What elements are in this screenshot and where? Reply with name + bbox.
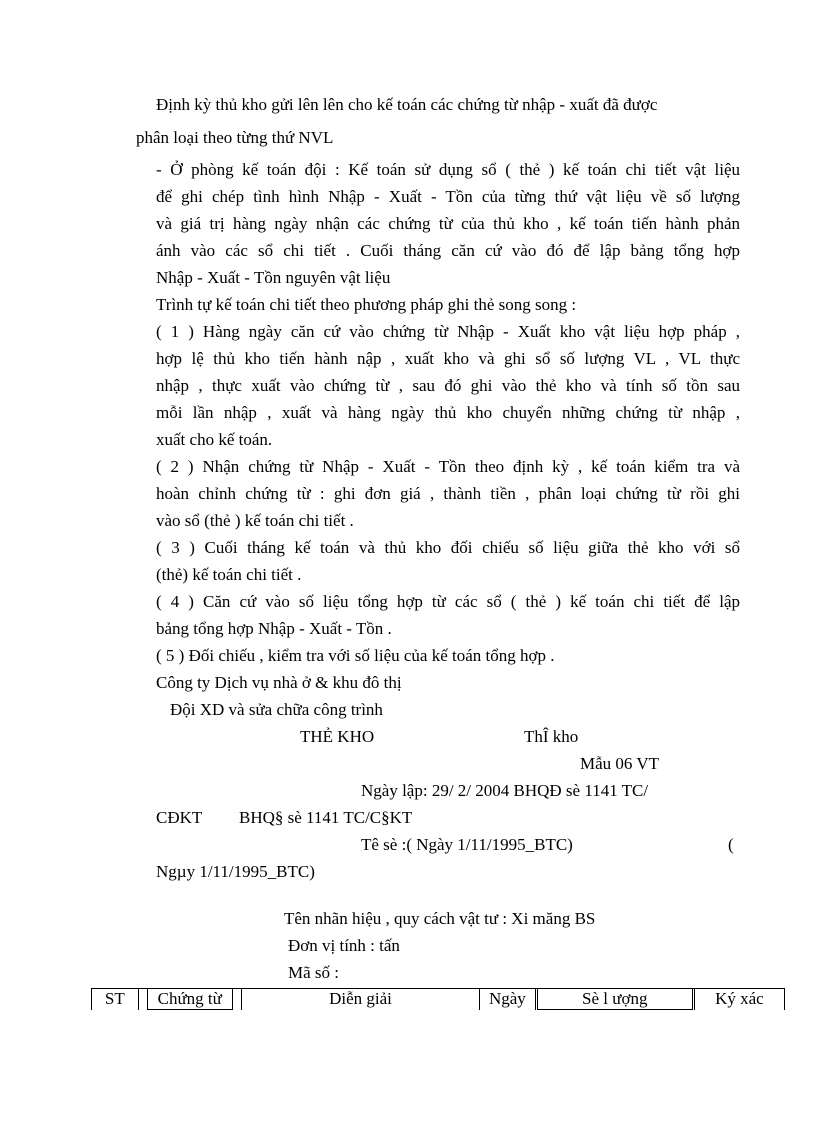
paragraph-text: - Ở phòng kế toán đội : Kế toán sử dụng sổ ( thẻ ) kế toán chi tiết vật liệu bbox=[156, 160, 740, 179]
paragraph-text: ánh vào các sổ chi tiết . Cuối tháng căn cứ vào đó để lập bảng tổng hợp bbox=[156, 241, 740, 260]
paragraph-text: Nhập - Xuất - Tồn nguyên vật liệu bbox=[156, 268, 391, 287]
paren-open: ( bbox=[728, 835, 734, 854]
stock-card-table bbox=[91, 988, 785, 1010]
company-name: Công ty Dịch vụ nhà ở & khu đô thị bbox=[156, 673, 402, 692]
code-line: Mã số : bbox=[288, 963, 339, 982]
date-line: Ngày lập: 29/ 2/ 2004 BHQĐ sè 1141 TC/ bbox=[361, 781, 649, 800]
cdkt-label: CĐKT bbox=[156, 808, 203, 827]
step-text: hoàn chỉnh chứng từ : ghi đơn giá , thành tiền , phân loại chứng từ rồi ghi bbox=[156, 484, 740, 503]
step-text: ( 2 ) Nhận chứng từ Nhập - Xuất - Tồn theo định kỳ , kế toán kiểm tra và bbox=[156, 457, 740, 476]
form-title-garbled: ThÎ kho bbox=[524, 727, 579, 746]
paragraph-text: Trình tự kế toán chi tiết theo phương pháp ghi thẻ song song : bbox=[156, 295, 577, 314]
step-text: xuất cho kế toán. bbox=[156, 430, 273, 449]
header-cell: Chứng từ bbox=[138, 989, 241, 1011]
header-cell: Ngày bbox=[480, 989, 536, 1011]
step-text: hợp lệ thủ kho tiến hành nập , xuất kho và ghi sổ số lượng VL , VL thực bbox=[156, 349, 740, 368]
paragraph-text: Định kỳ thủ kho gửi lên lên cho kế toán các chứng từ nhập - xuất đã được bbox=[156, 95, 658, 114]
step-text: ( 3 ) Cuối tháng kế toán và thủ kho đối chiếu số liệu giữa thẻ kho với sổ bbox=[156, 538, 740, 557]
step-text: nhập , thực xuất vào chứng từ , sau đó ghi vào thẻ kho và tính số tồn sau bbox=[156, 376, 740, 395]
team-name: Đội XD và sửa chữa công trình bbox=[170, 700, 383, 719]
step-text: mỗi lần nhập , xuất và hàng ngày thủ kho chuyển những chứng từ nhập , bbox=[156, 403, 740, 422]
item-name: Tên nhãn hiệu , quy cách vật tư : Xi măng BS bbox=[284, 909, 596, 928]
step-text: ( 5 ) Đối chiếu , kiểm tra với số liệu của kế toán tổng hợp . bbox=[156, 646, 555, 665]
step-text: ( 1 ) Hàng ngày căn cứ vào chứng từ Nhập - Xuất kho vật liệu hợp pháp , bbox=[156, 322, 740, 341]
header-cell: Diễn giải bbox=[241, 989, 479, 1011]
paragraph-text: để ghi chép tình hình Nhập - Xuất - Tồn của từng thứ vật liệu về số lượng bbox=[156, 187, 740, 206]
cdkt-decision: BHQ§ sè 1141 TC/C§KT bbox=[239, 808, 413, 827]
form-code: Mẫu 06 VT bbox=[580, 754, 660, 773]
paragraph-text: phân loại theo từng thứ NVL bbox=[136, 128, 334, 147]
paragraph-text: và giá trị hàng ngày nhận các chứng từ của thủ kho , kế toán tiến hành phản bbox=[156, 214, 740, 233]
step-text: vào sổ (thẻ ) kế toán chi tiết . bbox=[156, 511, 354, 530]
step-text: ( 4 ) Căn cứ vào số liệu tổng hợp từ các sổ ( thẻ ) kế toán chi tiết để lập bbox=[156, 592, 740, 611]
step-text: bảng tổng hợp Nhập - Xuất - Tồn . bbox=[156, 619, 392, 638]
step-text: (thẻ) kế toán chi tiết . bbox=[156, 565, 302, 584]
header-cell: Ký xác bbox=[694, 989, 784, 1011]
form-title: THẺ KHO bbox=[300, 727, 375, 746]
table-header-row bbox=[92, 989, 785, 1011]
header-cell: Sè l ượng bbox=[535, 989, 694, 1011]
sheet-number: Tê sè :( Ngày 1/11/1995_BTC) bbox=[361, 835, 573, 854]
date-reference: Ngµy 1/11/1995_BTC) bbox=[156, 862, 315, 881]
header-cell: ST bbox=[92, 989, 139, 1011]
unit-line: Đơn vị tính : tấn bbox=[288, 936, 400, 955]
